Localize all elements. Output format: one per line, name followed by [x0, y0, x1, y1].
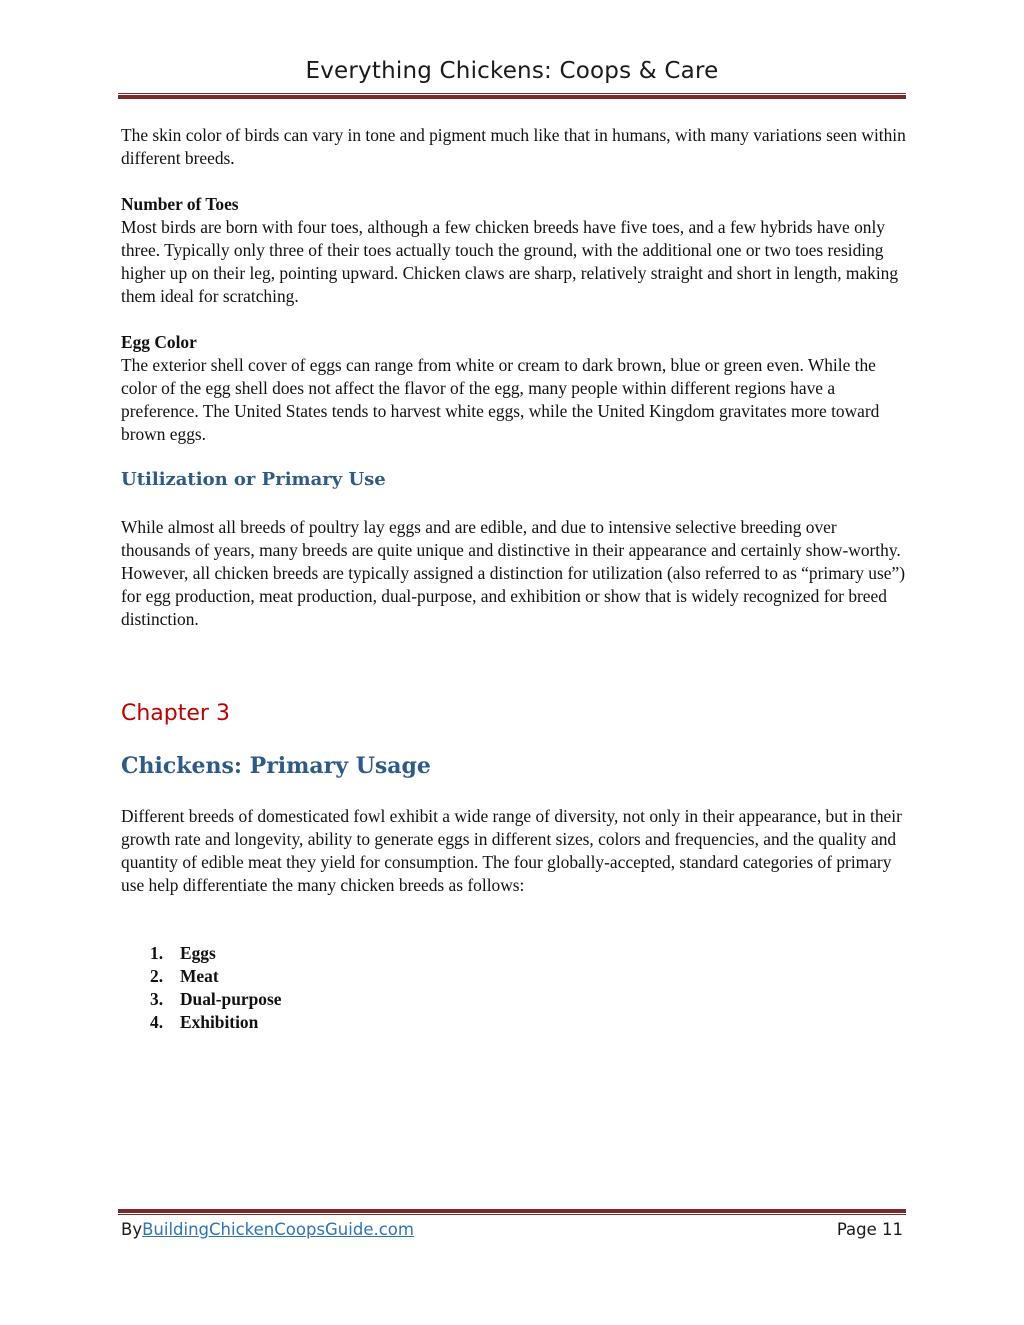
chapter-label: Chapter 3 [121, 701, 230, 726]
list-number: 4. [150, 1012, 164, 1032]
list-text: Meat [180, 966, 219, 986]
egg-color-text: The exterior shell cover of eggs can range from white or cream to dark brown, blue or green even. While the color of the egg shell does not affect the flavor of the egg, many people within different regions have a preference. The United States tends to harvest white eggs, while the United Kingdom gravitates more toward brown eggs. [121, 355, 880, 444]
header-rule-thick [118, 95, 906, 99]
list-number: 1. [150, 943, 164, 963]
utilization-heading: Utilization or Primary Use [121, 469, 386, 490]
page-number: Page 11 [836, 1220, 903, 1239]
list-number: 2. [150, 966, 164, 986]
utilization-text: While almost all breeds of poultry lay eggs and are edible, and due to intensive selective breeding over thousands of years, many breeds are quite unique and distinctive in their appearance and certainly show-worthy. However, all chicken breeds are typically assigned a distinction for utilization (also referred to as “primary use”) for egg production, meat production, dual-purpose, and exhibition or show that is widely recognized for breed distinction. [121, 517, 905, 629]
list-text: Eggs [180, 943, 216, 963]
list-item [150, 1011, 281, 1034]
list-item [150, 942, 281, 965]
skin-text: The skin color of birds can vary in tone and pigment much like that in humans, with many variations seen within different breeds. [121, 125, 906, 168]
toes-text: Most birds are born with four toes, although a few chicken breeds have five toes, and a few hybrids have only three. Typically only three of their toes actually touch the ground, with the additional one or two toes residing higher up on their leg, pointing upward. Chicken claws are sharp, relatively straight and short in length, making them ideal for scratching. [121, 217, 899, 306]
egg-color-section [121, 331, 906, 446]
chapter-title: Chickens: Primary Usage [121, 753, 431, 779]
egg-color-heading: Egg Color [121, 332, 197, 352]
toes-heading: Number of Toes [121, 194, 239, 214]
list-text: Dual-purpose [180, 989, 282, 1009]
utilization-paragraph [121, 516, 906, 631]
header-title: Everything Chickens: Coops & Care [305, 58, 719, 84]
footer-rule-thick [118, 1209, 906, 1213]
chapter-intro-paragraph [121, 805, 906, 897]
footer-credit [121, 1220, 414, 1239]
footer-by: By [121, 1220, 143, 1239]
list-text: Exhibition [180, 1012, 259, 1032]
header-rule-thin [118, 93, 906, 94]
toes-section [121, 193, 906, 308]
list-item [150, 965, 281, 988]
footer-rule-thin [118, 1214, 906, 1215]
chapter-intro-text: Different breeds of domesticated fowl exhibit a wide range of diversity, not only in their appearance, but in their growth rate and longevity, ability to generate eggs in different sizes, colors and frequencies, and the quality and quantity of edible meat they yield for consumption. The four globally-accepted, standard categories of primary use help differentiate the many chicken breeds as follows: [121, 806, 902, 895]
list-number: 3. [150, 989, 164, 1009]
footer [121, 1220, 903, 1239]
usage-list [150, 942, 281, 1034]
skin-paragraph [121, 124, 906, 170]
list-item [150, 988, 281, 1011]
footer-website-link[interactable]: BuildingChickenCoopsGuide.com [142, 1220, 414, 1239]
